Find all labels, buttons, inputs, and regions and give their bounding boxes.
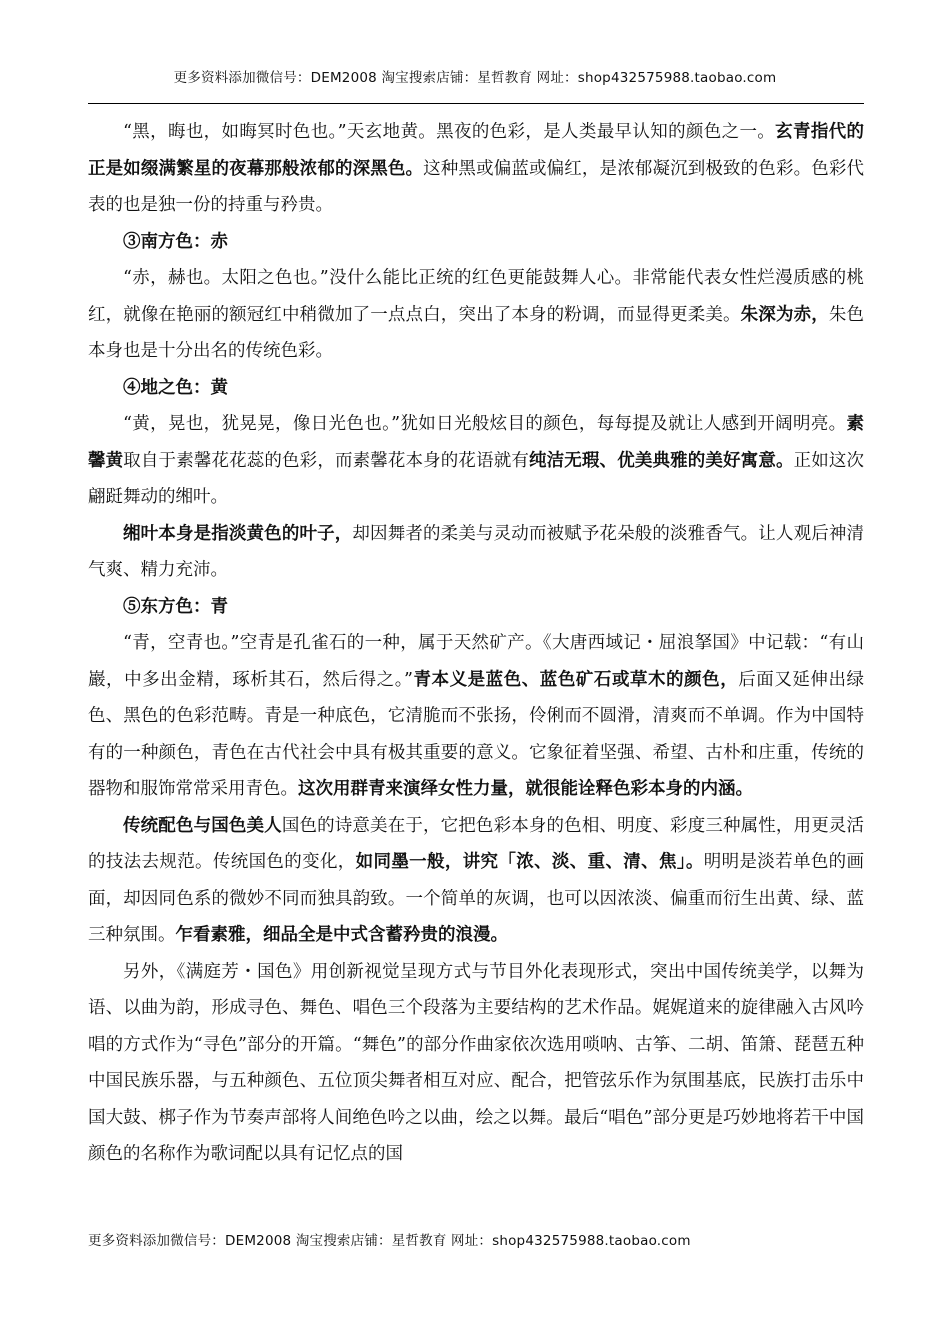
paragraph-cyan: “青，空青也。”空青是孔雀石的一种，属于天然矿产。《大唐西域记・屈浪拏国》中记载：“有山巖，中多出金精，琢析其石，然后得之。”青本义是蓝色、蓝色矿石或草木的颜色，后面又延伸出绿色、黑色的色彩范畴。青是一种底色，它清脆而不张扬，伶俐而不圆滑，清爽而不单调。作为中国特有的一种颜色，青色在古代社会中具有极其重要的意义。它象征着坚强、希望、古朴和庄重，传统的器物和服饰常常采用青色。这次用群青来演绎女性力量，就很能诠释色彩本身的内涵。 [88,633,865,799]
paragraph-xuanqing: “黑，晦也，如晦冥时色也。”天玄地黄。黑夜的色彩，是人类最早认知的颜色之一。玄青指代的正是如缀满繁星的夜幕那般浓郁的深黑色。这种黑或偏蓝或偏红，是浓郁凝沉到极致的色彩。色彩代表的也是独一份的持重与矜贵。 [88,122,865,215]
heading-south-red: ③南方色：赤 [123,231,228,252]
header-divider [88,103,864,104]
heading-earth-yellow: ④地之色：黄 [123,377,228,398]
paragraph-traditional-colors: 传统配色与国色美人国色的诗意美在于，它把色彩本身的色相、明度、彩度三种属性，用更灵活的技法去规范。传统国色的变化，如同墨一般，讲究「浓、淡、重、清、焦」。明明是淡若单色的画面，却因同色系的微妙不同而独具韵致。一个简单的灰调，也可以因浓淡、偏重而衍生出黄、绿、蓝三种氛围。乍看素雅，细品全是中式含蓄矜贵的浪漫。 [88,815,865,945]
document-body [88,114,864,1173]
page-header: 更多资料添加微信号：DEM2008 淘宝搜索店铺：星哲教育 网址：shop432575988.taobao.com [173,70,777,86]
heading-east-cyan: ⑤东方色：青 [123,596,228,617]
paragraph-red: “赤，赫也。太阳之色也。”没什么能比正统的红色更能鼓舞人心。非常能代表女性烂漫质感的桃红，就像在艳丽的额冠红中稍微加了一点点白，突出了本身的粉调，而显得更柔美。朱深为赤，朱色本身也是十分出名的传统色彩。 [88,268,865,361]
page-footer: 更多资料添加微信号：DEM2008 淘宝搜索店铺：星哲教育 网址：shop432575988.taobao.com [88,1233,691,1249]
paragraph-xiangye: 缃叶本身是指淡黄色的叶子，却因舞者的柔美与灵动而被赋予花朵般的淡雅香气。让人观后神清气爽、精力充沛。 [88,523,865,580]
paragraph-program-structure: 另外，《满庭芳・国色》用创新视觉呈现方式与节目外化表现形式，突出中国传统美学，以舞为语、以曲为韵，形成寻色、舞色、唱色三个段落为主要结构的艺术作品。娓娓道来的旋律融入古风吟唱的方式作为“寻色”部分的开篇。“舞色”的部分作曲家依次选用唢呐、古筝、二胡、笛箫、琵琶五种中国民族乐器，与五种颜色、五位顶尖舞者相互对应、配合，把管弦乐作为氛围基底，民族打击乐中国大鼓、梆子作为节奏声部将人间绝色吟之以曲，绘之以舞。最后“唱色”部分更是巧妙地将若干中国颜色的名称作为歌词配以具有记忆点的国 [88,961,864,1164]
paragraph-yellow: “黄，晃也，犹晃晃，像日光色也。”犹如日光般炫目的颜色，每每提及就让人感到开阔明亮。素馨黄取自于素馨花花蕊的色彩，而素馨花本身的花语就有纯洁无瑕、优美典雅的美好寓意。正如这次翩跹舞动的缃叶。 [88,414,865,507]
